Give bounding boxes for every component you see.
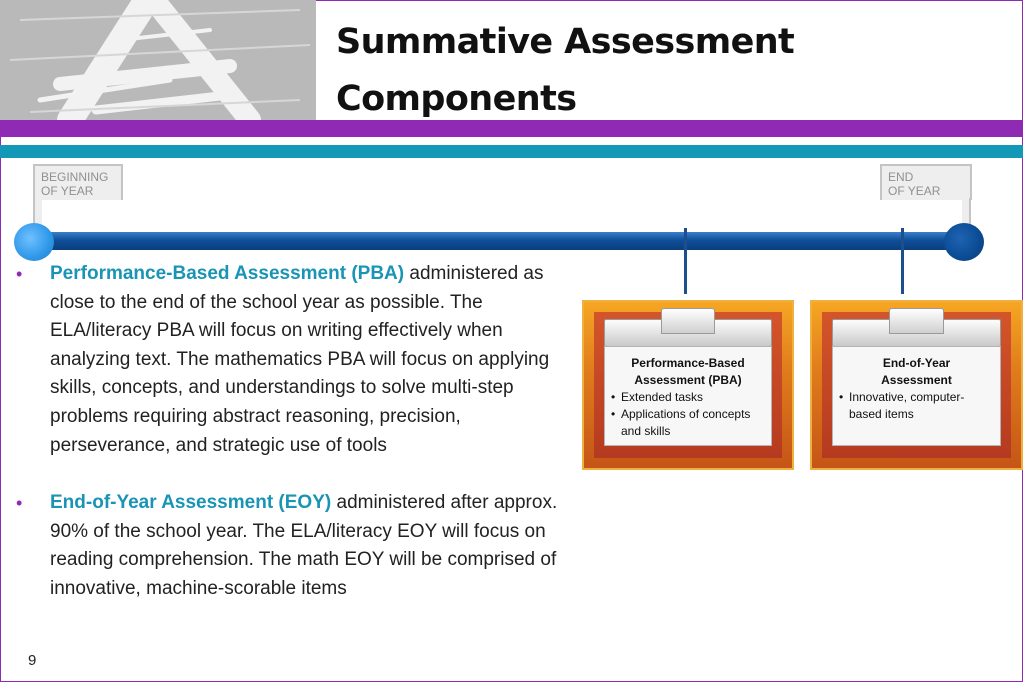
bullet-lead: Performance-Based Assessment (PBA) xyxy=(50,263,405,284)
clipboard-clip-icon xyxy=(832,319,1001,347)
card-item: • Extended tasks xyxy=(611,389,765,406)
page-number: 9 xyxy=(28,652,37,669)
pba-timeline-marker xyxy=(684,228,687,294)
card-title-line-2: Assessment (PBA) xyxy=(634,373,742,387)
timeline-start-dot xyxy=(14,223,54,261)
card-title xyxy=(839,355,994,389)
eoy-card xyxy=(810,300,1023,470)
teal-band xyxy=(0,145,1023,158)
beginning-of-year-label xyxy=(33,164,123,200)
bullet-list xyxy=(16,260,576,633)
purple-band xyxy=(0,120,1023,137)
card-title-line-1: End-of-Year xyxy=(882,356,951,370)
eoy-timeline-marker xyxy=(901,228,904,294)
bullet-body: administered as close to the end of the school year as possible. The ELA/literacy PBA will focus on writing effectively when analyzing text. The mathematics PBA will focus on applying skills, concepts, and understandings to solve multi-step problems requiring abstract reasoning, precision, perseverance, and strategic use of tools xyxy=(50,263,550,456)
bullet-dot-icon: • xyxy=(16,493,23,514)
card-item: • Innovative, computer-based items xyxy=(839,389,994,423)
page-title xyxy=(336,14,996,128)
bullet-eoy xyxy=(16,489,576,603)
end-of-year-line-2: OF YEAR xyxy=(888,184,941,198)
end-of-year-line-1: END xyxy=(888,170,914,184)
card-title xyxy=(611,355,765,389)
card-paper xyxy=(604,346,772,446)
bullet-lead: End-of-Year Assessment (EOY) xyxy=(50,492,332,514)
clipboard-clip-icon xyxy=(604,319,772,347)
timeline-end-dot xyxy=(944,223,984,261)
brand-logo-icon xyxy=(0,0,316,120)
timeline-bar xyxy=(34,232,964,250)
page-title-line-2: Components xyxy=(336,79,577,119)
bullet-pba xyxy=(16,260,576,460)
beginning-of-year-line-2: OF YEAR xyxy=(41,184,94,198)
card-title-line-2: Assessment xyxy=(881,373,952,387)
card-title-line-1: Performance-Based xyxy=(631,356,745,370)
card-item: • Applications of concepts and skills xyxy=(611,406,765,440)
beginning-of-year-line-1: BEGINNING xyxy=(41,170,109,184)
bullet-body: administered after approx. 90% of the school year. The ELA/literacy EOY will focus on reading comprehension. The math EOY will be comprised of innovative, machine-scorable items xyxy=(50,492,558,599)
clipboard-tab xyxy=(661,308,715,334)
logo xyxy=(0,0,316,120)
end-of-year-label xyxy=(880,164,972,200)
card-paper xyxy=(832,346,1001,446)
page-title-line-1: Summative Assessment xyxy=(336,22,795,62)
bullet-dot-icon: • xyxy=(16,264,23,284)
clipboard-tab xyxy=(889,308,944,334)
pba-card xyxy=(582,300,794,470)
